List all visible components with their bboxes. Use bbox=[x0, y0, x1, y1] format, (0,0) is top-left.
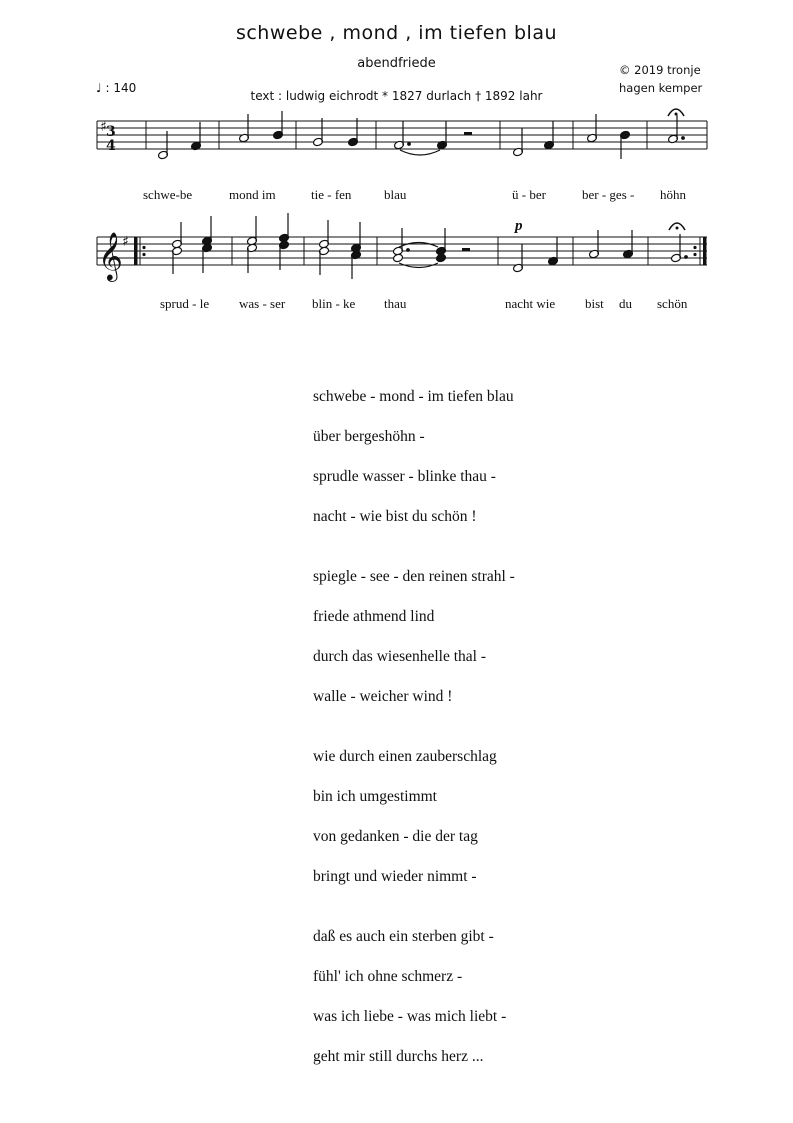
poem-line: durch das wiesenhelle thal - bbox=[313, 648, 487, 665]
poem-line: was ich liebe - was mich liebt - bbox=[313, 1008, 507, 1025]
music-score bbox=[0, 0, 793, 340]
poem-line: von gedanken - die der tag bbox=[313, 828, 478, 845]
poem-line: walle - weicher wind ! bbox=[313, 688, 453, 705]
dynamic-marking: p bbox=[515, 218, 523, 234]
lyric-syllable: nacht wie bbox=[505, 296, 556, 311]
key-signature-sharp: ♯ bbox=[100, 119, 107, 135]
fermata-icon bbox=[669, 223, 685, 230]
time-signature-top: 3 bbox=[106, 124, 116, 140]
poem-line: fühl' ich ohne schmerz - bbox=[313, 968, 463, 985]
time-signature-bottom: 4 bbox=[106, 138, 116, 154]
lyric-syllable: sprud - le bbox=[160, 296, 210, 311]
lyric-syllable: blau bbox=[384, 187, 407, 202]
notes-system-2 bbox=[172, 213, 688, 279]
tempo-marking: ♩ : 140 bbox=[96, 81, 137, 95]
poem-text bbox=[313, 385, 753, 1105]
composer-line: hagen kemper bbox=[619, 81, 703, 95]
lyric-syllable: schwe-be bbox=[143, 187, 193, 202]
lyrics-system-1 bbox=[143, 187, 687, 202]
poem-line: friede athmend lind bbox=[313, 608, 435, 625]
lyric-syllable: ber - ges - bbox=[582, 187, 635, 202]
song-subtitle: abendfriede bbox=[357, 56, 436, 71]
poem-line: über bergeshöhn - bbox=[313, 428, 425, 445]
key-signature-sharp: ♯ bbox=[122, 234, 129, 250]
poem-line: bringt und wieder nimmt - bbox=[313, 868, 477, 885]
poem-line: daß es auch ein sterben gibt - bbox=[313, 928, 494, 945]
poem-stanza bbox=[313, 925, 753, 1085]
text-credit: text : ludwig eichrodt * 1827 durlach † 1892 lahr bbox=[250, 89, 543, 103]
treble-clef-icon: 𝄞 bbox=[98, 231, 123, 280]
lyric-syllable: was - ser bbox=[239, 296, 286, 311]
poem-line: geht mir still durchs herz ... bbox=[313, 1048, 484, 1065]
poem-line: nacht - wie bist du schön ! bbox=[313, 508, 477, 525]
poem-stanza bbox=[313, 385, 753, 545]
lyric-syllable: mond im bbox=[229, 187, 276, 202]
lyric-syllable: bist bbox=[585, 296, 604, 311]
lyric-syllable: höhn bbox=[660, 187, 686, 202]
poem-line: sprudle wasser - blinke thau - bbox=[313, 468, 496, 485]
lyric-syllable: ü - ber bbox=[512, 187, 546, 202]
copyright-line: © 2019 tronje bbox=[619, 63, 701, 77]
fermata-icon bbox=[668, 109, 684, 116]
poem-line: spiegle - see - den reinen strahl - bbox=[313, 568, 515, 585]
lyric-syllable: du bbox=[619, 296, 632, 311]
poem-line: bin ich umgestimmt bbox=[313, 788, 437, 805]
song-title: schwebe , mond , im tiefen blau bbox=[235, 22, 558, 44]
poem-stanza bbox=[313, 745, 753, 905]
lyric-syllable: thau bbox=[384, 296, 407, 311]
lyric-syllable: tie - fen bbox=[311, 187, 352, 202]
lyrics-system-2 bbox=[160, 296, 688, 311]
poem-line: schwebe - mond - im tiefen blau bbox=[313, 388, 514, 405]
poem-stanza bbox=[313, 565, 753, 725]
lyric-syllable: blin - ke bbox=[312, 296, 356, 311]
lyric-syllable: schön bbox=[657, 296, 688, 311]
poem-line: wie durch einen zauberschlag bbox=[313, 748, 497, 765]
